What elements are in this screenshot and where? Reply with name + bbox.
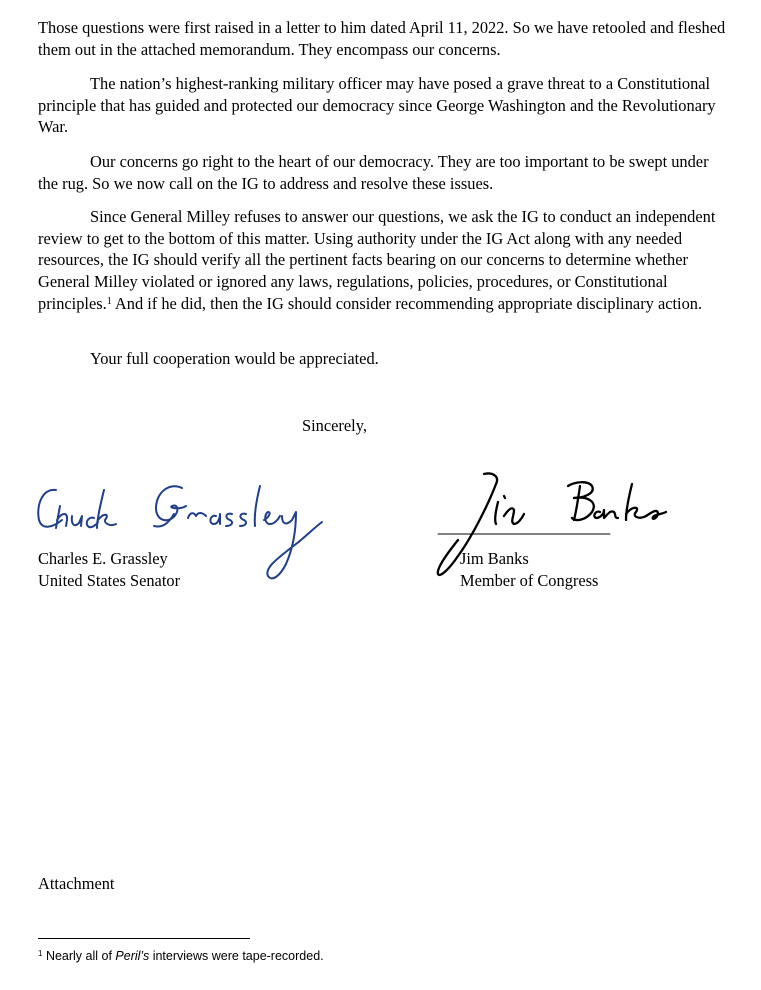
footnote-book-title: Peril’s bbox=[115, 949, 150, 963]
banks-name: Jim Banks bbox=[460, 549, 529, 568]
banks-title: Member of Congress bbox=[460, 571, 599, 590]
paragraph-4-text-continued: And if he did, then the IG should consider recommending appropriate disciplinary action. bbox=[111, 293, 703, 313]
footnote-separator bbox=[38, 938, 250, 939]
enclosure-line: Attachment bbox=[38, 874, 115, 893]
grassley-name: Charles E. Grassley bbox=[38, 549, 168, 568]
footnote bbox=[38, 948, 324, 964]
paragraph-4 bbox=[38, 206, 728, 315]
footnote-number: 1 bbox=[38, 949, 43, 958]
paragraph-5: Your full cooperation would be appreciated. bbox=[90, 349, 379, 368]
grassley-title: United States Senator bbox=[38, 571, 181, 590]
footnote-text-end: interviews were tape-recorded. bbox=[149, 949, 324, 963]
paragraph-3: Our concerns go right to the heart of our democracy. They are too important to be swept under the rug. So we now call on the IG to address and resolve these issues. bbox=[38, 152, 709, 193]
paragraph-1: Those questions were first raised in a letter to him dated April 11, 2022. So we have retooled and fleshed them out in the attached memorandum. They encompass our concerns. bbox=[38, 18, 726, 59]
closing-salutation: Sincerely, bbox=[302, 416, 367, 435]
footnote-text: Nearly all of bbox=[45, 949, 116, 963]
footnote-reference: 1 bbox=[106, 295, 112, 307]
paragraph-2: The nation’s highest-ranking military officer may have posed a grave threat to a Constitutional principle that has guided and protected our democracy since George Washington and the Revolutionary War. bbox=[38, 74, 716, 137]
paragraph-4-text: Since General Milley refuses to answer our questions, we ask the IG to conduct an independent review to get to the bottom of this matter. Using authority under the IG Act along with any needed resources, the IG should verify all the pertinent facts bearing on our concerns to determine whether General Milley violated or ignored any laws, regulations, policies, procedures, or Constitutional principles. bbox=[38, 207, 716, 313]
